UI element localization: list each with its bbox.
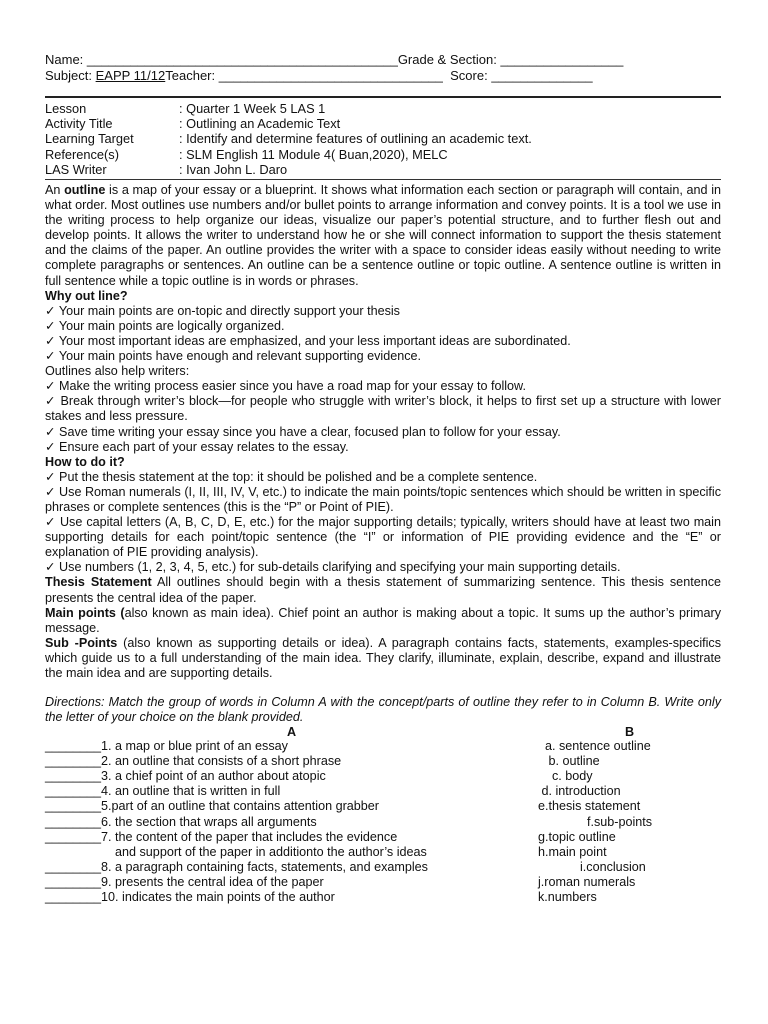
definition-term: Sub -Points	[45, 635, 118, 650]
matching-row-continued	[45, 845, 721, 860]
column-b-item: d. introduction	[538, 784, 621, 799]
directions: Directions: Match the group of words in Column A with the concept/parts of outline they refer to in Column B. Write only the letter of your choice on the blank provided.	[45, 695, 721, 725]
column-a-item: ________9. presents the central idea of the paper	[45, 874, 324, 889]
meta-value: : Identify and determine features of outlining an academic text.	[179, 131, 532, 147]
why-heading: Why out line?	[45, 288, 128, 303]
column-headers	[45, 725, 721, 739]
teacher-label: Teacher:	[165, 68, 216, 83]
column-a-item: ________4. an outline that is written in full	[45, 784, 281, 799]
also-item: ✓ Save time writing your essay since you have a clear, focused plan to follow for your essay.	[45, 424, 561, 439]
matching-row[interactable]	[45, 875, 721, 890]
subject-label: Subject:	[45, 68, 92, 83]
column-b-item: k.numbers	[538, 890, 597, 905]
lesson-meta	[45, 101, 721, 177]
why-item: ✓ Your main points have enough and relevant supporting evidence.	[45, 349, 422, 364]
column-a-item: and support of the paper in additionto the author’s ideas	[115, 844, 427, 859]
also-item: ✓ Make the writing process easier since you have a road map for your essay to follow.	[45, 379, 526, 394]
divider	[45, 96, 721, 98]
subject-line	[45, 68, 721, 84]
column-b-item: b. outline	[538, 754, 600, 769]
meta-value: : Outlining an Academic Text	[179, 116, 341, 132]
column-b-item: f.sub-points	[538, 814, 653, 829]
how-item: ✓ Use Roman numerals (I, II, III, IV, V, etc.) to indicate the main points/topic sentences which should be written in specific phrases or complete sentences (this is the “P” or Point of PIE).	[45, 484, 722, 514]
matching-row[interactable]	[45, 754, 721, 769]
column-a-item: ________6. the section that wraps all arguments	[45, 814, 317, 829]
meta-label: Lesson	[45, 101, 87, 116]
intro-paragraph	[45, 183, 721, 289]
matching-row[interactable]	[45, 890, 721, 905]
why-item: ✓ Your most important ideas are emphasized, and your less important ideas are subordinated.	[45, 333, 571, 348]
definition-thesis	[45, 575, 721, 605]
intro-text: is a map of your essay or a blueprint. It shows what information each section or paragraph will contain, and in what order. Most outlines use numbers and/or bullet points to arrange information and convey points. It is a tool we use in the writing process to help organize our ideas, visualize our paper’s potential structure, and to further flesh out and develop points. It allows the writer to understand how he or she will connect information to support the thesis statement and the claims of the paper. An outline provides the writer with a space to consider ideas easily without needing to write complete paragraphs or sentences. An outline can be a sentence outline or topic outline. A sentence outline is written in full sentence while a topic outline is in words or phrases.	[45, 183, 721, 288]
matching-row[interactable]	[45, 860, 721, 875]
column-a-item: ________5.part of an outline that contains attention grabber	[45, 799, 379, 814]
how-heading: How to do it?	[45, 454, 125, 469]
column-b-header: B	[624, 725, 635, 740]
score-label: Score:	[450, 68, 488, 83]
column-a-item: ________7. the content of the paper that includes the evidence	[45, 829, 398, 844]
column-b-item: c. body	[538, 769, 593, 784]
why-item: ✓ Your main points are on-topic and directly support your thesis	[45, 303, 400, 318]
column-a-item: ________3. a chief point of an author about atopic	[45, 769, 326, 784]
matching-row[interactable]	[45, 815, 721, 830]
matching-row[interactable]	[45, 799, 721, 814]
meta-label: Learning Target	[45, 131, 134, 147]
matching-row[interactable]	[45, 739, 721, 754]
column-b-item: j.roman numerals	[538, 874, 636, 889]
meta-label: Reference(s)	[45, 146, 119, 162]
worksheet-page	[45, 52, 721, 905]
definition-text: also known as main idea). Chief point an author is making about a topic. It sums up the author’s primary message.	[45, 605, 722, 635]
divider	[45, 179, 721, 180]
matching-row[interactable]	[45, 784, 721, 799]
name-line	[45, 52, 721, 68]
name-label: Name:	[45, 52, 84, 67]
outline-term: outline	[64, 183, 106, 198]
score-blank[interactable]: ______________	[491, 68, 593, 83]
meta-label: LAS Writer	[45, 161, 107, 177]
grade-blank[interactable]: _________________	[500, 52, 624, 67]
meta-value: : Ivan John L. Daro	[179, 161, 288, 177]
column-b-item: i.conclusion	[538, 859, 646, 874]
also-item: ✓ Break through writer’s block—for people who struggle with writer’s block, it helps to first set up a structure with lower stakes and less pressure.	[45, 394, 721, 424]
definition-text: All outlines should begin with a thesis statement of summarizing sentence. This thesis sentence presents the central idea of the paper.	[45, 575, 722, 605]
column-b-item: e.thesis statement	[538, 799, 641, 814]
how-item: ✓ Use numbers (1, 2, 3, 4, 5, etc.) for sub-details clarifying and specifying your main supporting details.	[45, 560, 621, 575]
name-blank[interactable]: ___________________________________________	[86, 52, 398, 67]
column-a-item: ________10. indicates the main points of the author	[45, 890, 335, 905]
grade-label: Grade & Section:	[397, 52, 497, 67]
meta-label: Activity Title	[45, 116, 113, 132]
subject-value: EAPP 11/12	[95, 68, 166, 83]
intro-pre: An	[45, 183, 65, 198]
column-a-item: ________1. a map or blue print of an essay	[45, 739, 288, 754]
matching-row[interactable]	[45, 830, 721, 845]
why-item: ✓ Your main points are logically organized.	[45, 318, 285, 333]
definition-text: (also known as supporting details or idea). A paragraph contains facts, statements, examples-specifics which guide us to a full understanding of the main idea. They clarify, illuminate, explain, describe, expand and illustrate the main idea and are supporting details.	[45, 635, 722, 681]
definition-term: Thesis Statement	[45, 575, 152, 590]
column-a-item: ________2. an outline that consists of a short phrase	[45, 754, 342, 769]
matching-row[interactable]	[45, 769, 721, 784]
definition-term: Main points (	[45, 605, 125, 620]
column-b-item: g.topic outline	[538, 829, 616, 844]
column-b-item: h.main point	[538, 844, 607, 859]
definition-sub-points	[45, 636, 721, 681]
teacher-blank[interactable]: _______________________________	[218, 68, 443, 83]
how-item: ✓ Use capital letters (A, B, C, D, E, etc.) for the major supporting details; typically, writers should have at least two main supporting details for each point/topic sentence (the “I” or information of PIE providing evidence and the “E” or explanation of PIE providing analysis).	[45, 515, 721, 560]
also-heading: Outlines also help writers:	[45, 364, 190, 379]
also-item: ✓ Ensure each part of your essay relates to the essay.	[45, 439, 349, 454]
column-a-item: ________8. a paragraph containing facts, statements, and examples	[45, 859, 428, 874]
column-b-item: a. sentence outline	[538, 739, 651, 754]
definition-main-points	[45, 606, 721, 636]
meta-value: : SLM English 11 Module 4( Buan,2020), MELC	[179, 146, 448, 162]
meta-value: : Quarter 1 Week 5 LAS 1	[179, 101, 326, 116]
column-a-header: A	[286, 725, 297, 740]
how-item: ✓ Put the thesis statement at the top: it should be polished and be a complete sentence.	[45, 469, 538, 484]
